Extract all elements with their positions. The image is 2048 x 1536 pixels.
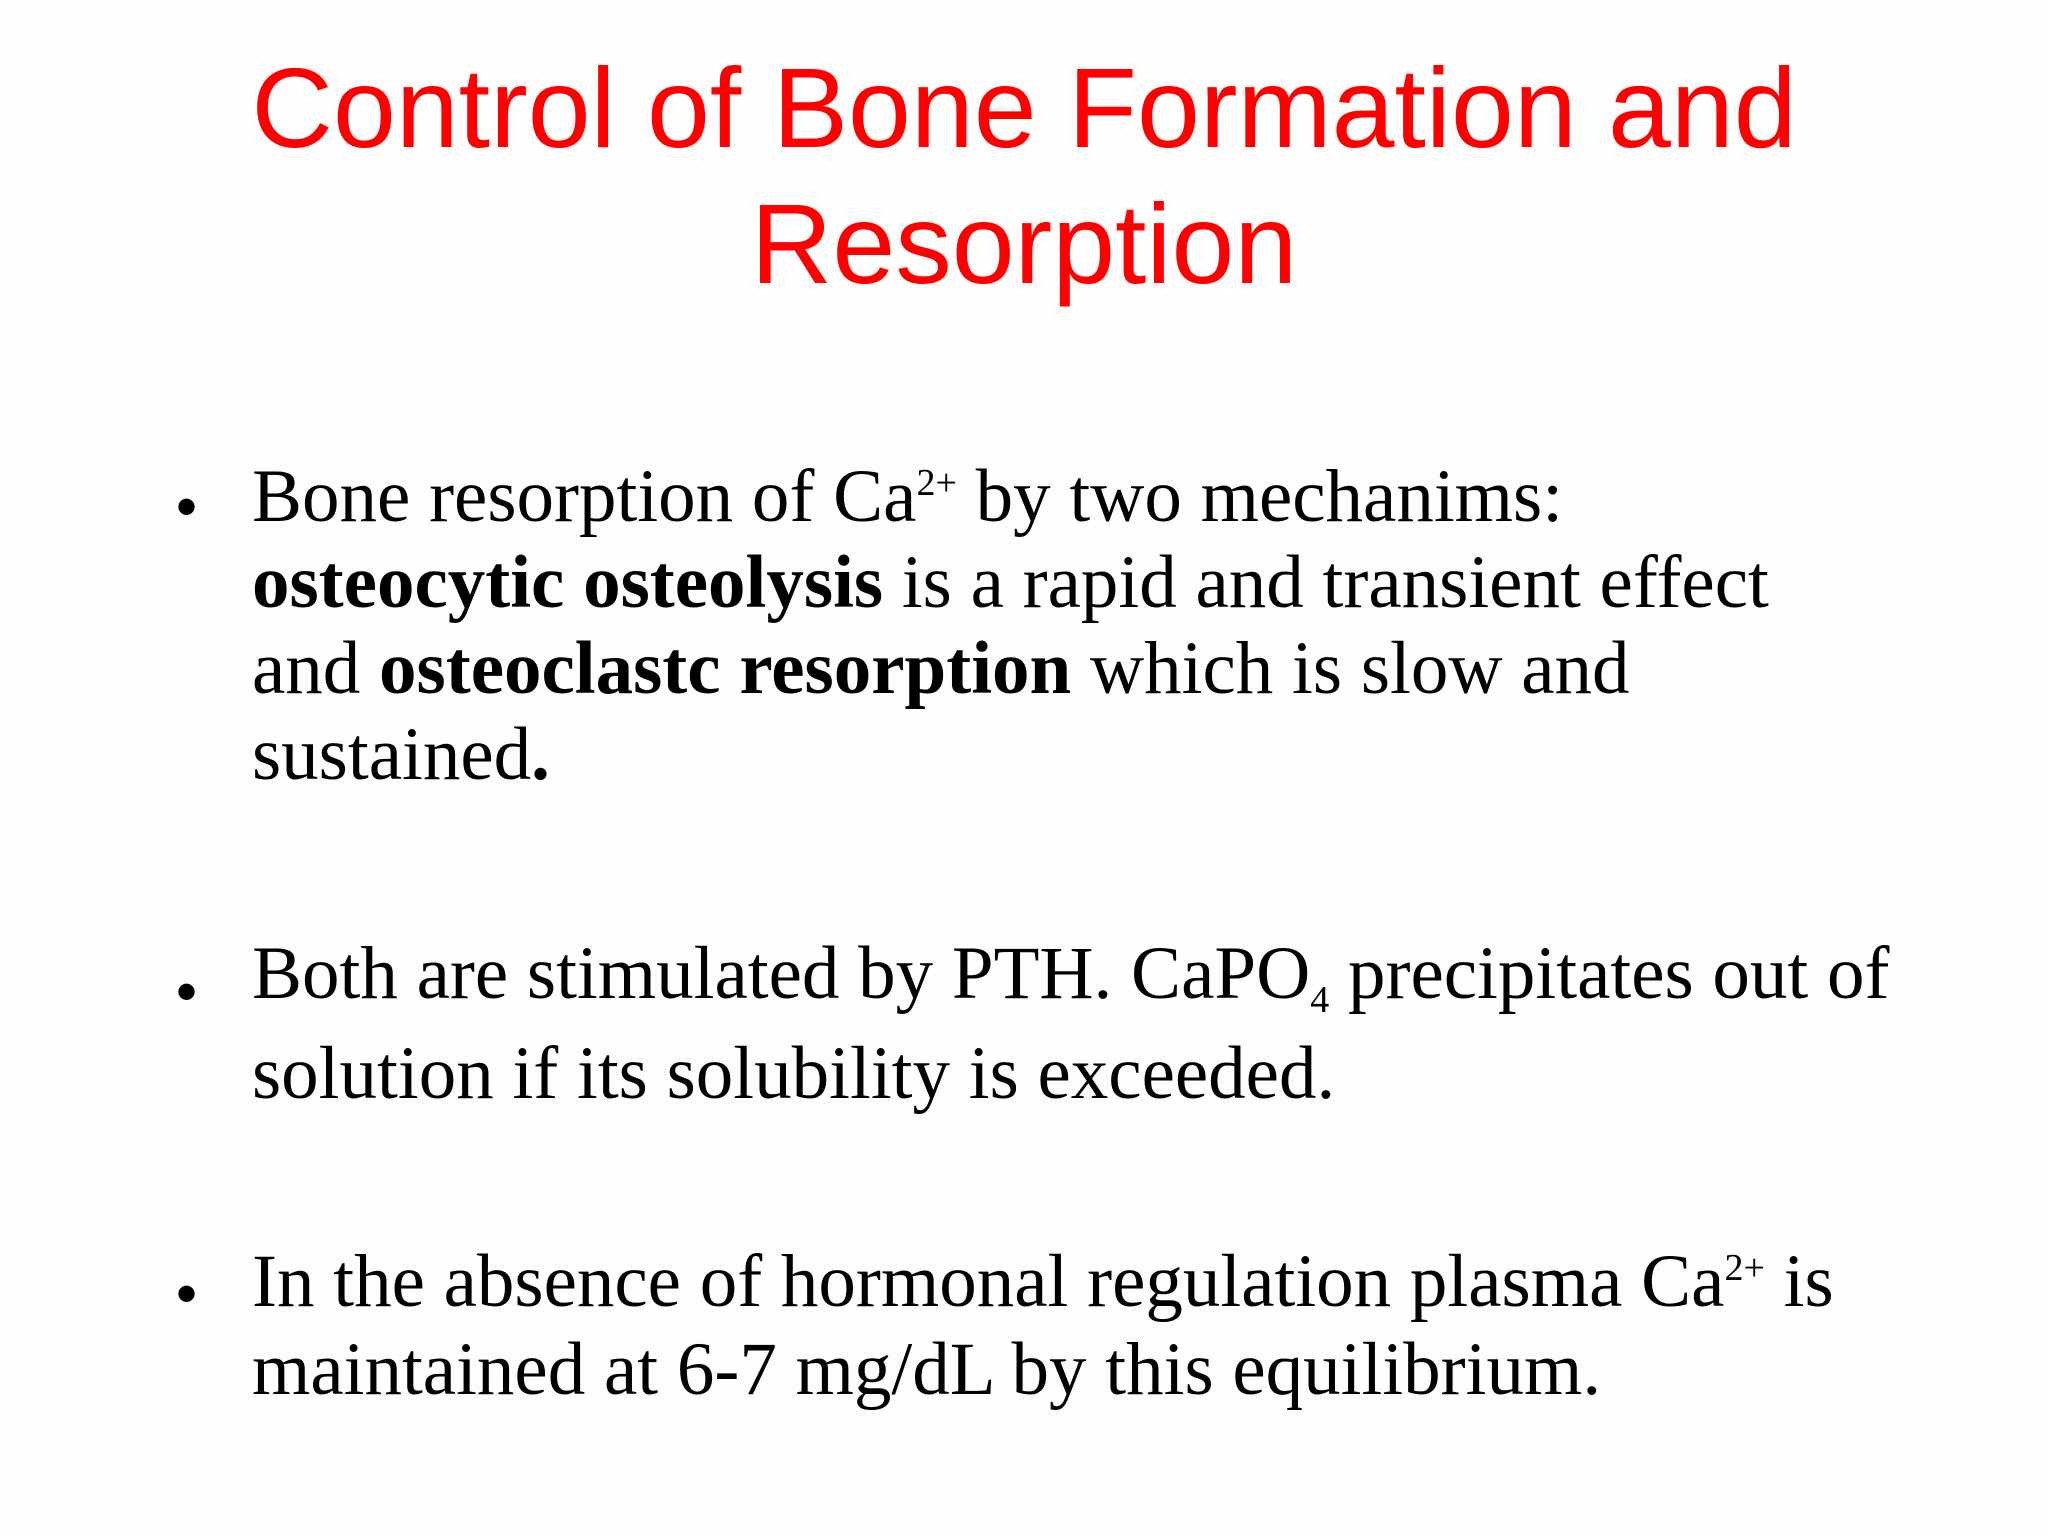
bullet-item-1 [176,454,1892,798]
bullet-2-text [252,932,1889,1115]
bullet-2-subscript: 4 [1310,979,1330,1021]
bullet-1-part-1: Bone resorption of Ca [252,455,917,538]
bullet-1-part-2: by two mechanims: [956,455,1564,538]
bullet-1-bold-term-1: osteocytic osteolysis [252,541,884,624]
bullet-3-superscript: 2+ [1724,1247,1765,1289]
bullet-marker: • [176,958,198,1025]
bullet-1-bold-period: . [531,713,550,796]
slide-title-line-1: Control of Bone Formation and [251,45,1797,171]
bullet-1-part-4: which is slow and sustained [252,627,1630,796]
bullet-marker: • [176,473,198,540]
bullet-3-text [252,1240,1834,1411]
bullet-1-part-3: is a rapid and transient effect and [252,541,1769,710]
bullet-1-bold-term-2: osteoclastc resorption [379,627,1072,710]
bullet-marker: • [176,1260,198,1327]
bullet-3-part-2: is maintained at 6-7 mg/dL by this equilibrium. [252,1240,1834,1411]
bullet-item-2 [176,924,1892,1124]
slide-title-line-2: Resorption [750,181,1298,307]
bullet-2-part-2: precipitates out of solution if its solubility is exceeded. [252,932,1890,1115]
bullet-item-3 [176,1238,1892,1414]
bullet-1-superscript: 2+ [916,462,957,504]
bullet-3-part-1: In the absence of hormonal regulation plasma Ca [252,1240,1725,1323]
bullet-1-text [252,455,1769,796]
bullet-2-part-1: Both are stimulated by PTH. CaPO [252,932,1311,1015]
